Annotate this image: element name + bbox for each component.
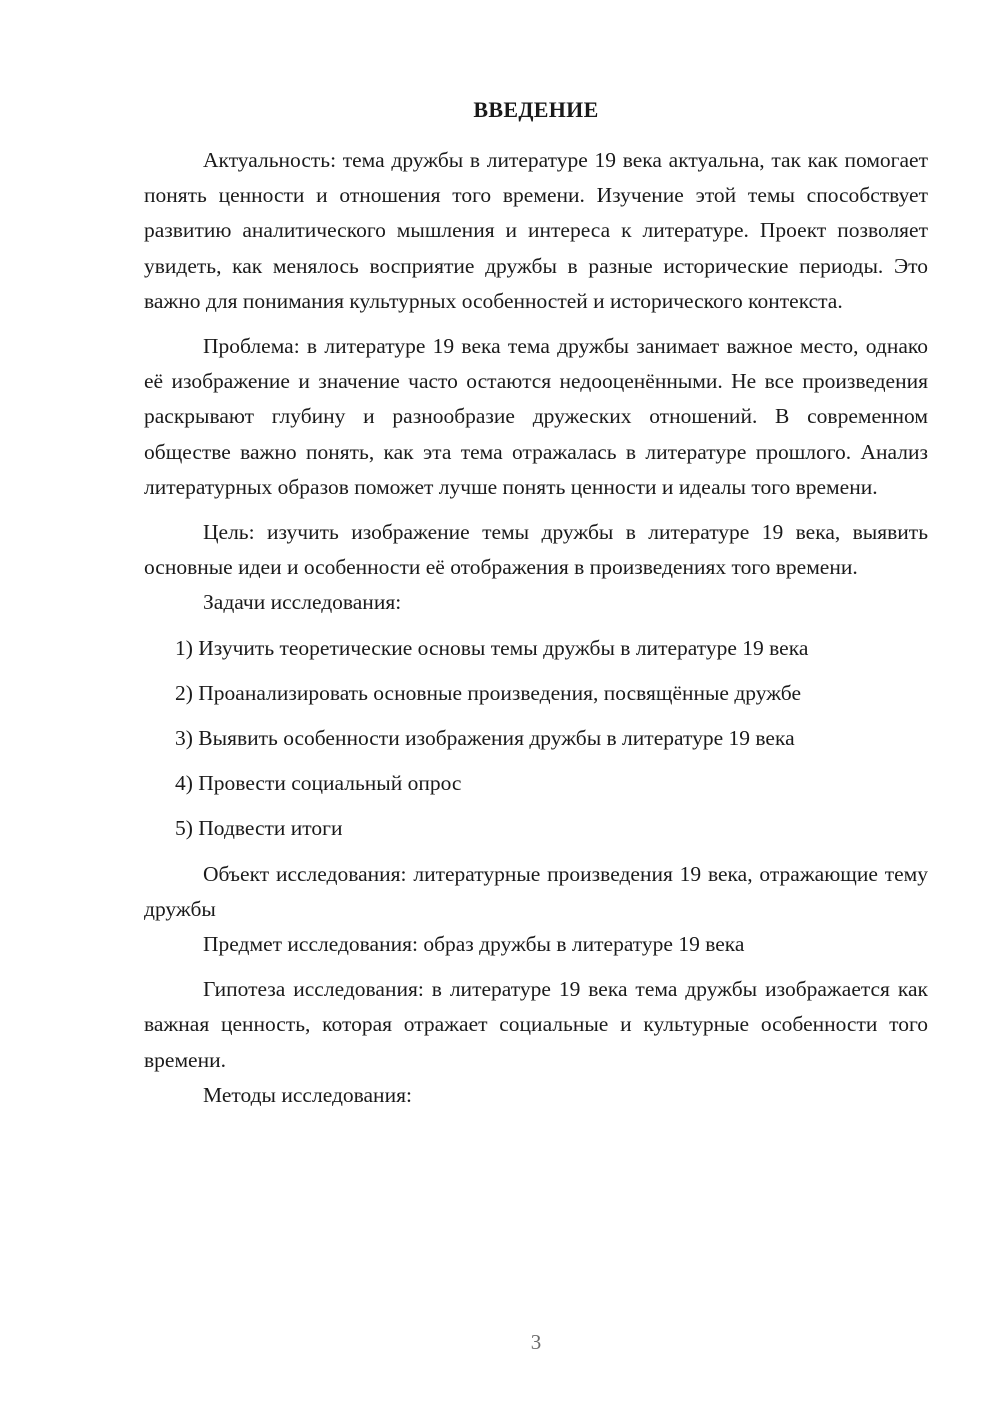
goal-paragraph: Цель: изучить изображение темы дружбы в литературе 19 века, выявить основные идеи и особенности её отображения в произведениях того времени. <box>144 520 928 580</box>
hypothesis-paragraph: Гипотеза исследования: в литературе 19 века тема дружбы изображается как важная ценность, которая отражает социальные и культурные особенности того времени. <box>144 977 928 1072</box>
section-title: ВВЕДЕНИЕ <box>473 97 599 122</box>
task-item: 4) Провести социальный опрос <box>175 771 462 796</box>
object-paragraph: Объект исследования: литературные произведения 19 века, отражающие тему дружбы <box>144 861 928 921</box>
task-item: 3) Выявить особенности изображения дружбы в литературе 19 века <box>175 726 795 751</box>
methods-paragraph: Методы исследования: <box>203 1082 412 1107</box>
tasks-heading: Задачи исследования: <box>203 590 402 615</box>
relevance-paragraph: Актуальность: тема дружбы в литературе 19 века актуальна, так как помогает понять ценности и отношения того времени. Изучение этой темы способствует развитию аналитического мышления и интереса к литературе. Проект позволяет увидеть, как менялось восприятие дружбы в разные исторические периоды. Это важно для понимания культурных особенностей и исторического контекста. <box>144 148 928 313</box>
problem-paragraph: Проблема: в литературе 19 века тема дружбы занимает важное место, однако её изображение и значение часто остаются недооценёнными. Не все произведения раскрывают глубину и разнообразие дружеских отношений. В современном обществе важно понять, как эта тема отражалась в литературе прошлого. Анализ литературных образов поможет лучше понять ценности и идеалы того времени. <box>144 334 928 499</box>
task-item: 2) Проанализировать основные произведения, посвящённые дружбе <box>175 680 801 705</box>
tasks-list <box>144 631 928 847</box>
subject-paragraph: Предмет исследования: образ дружбы в литературе 19 века <box>203 932 745 957</box>
document-page <box>144 94 928 1113</box>
page-number: 3 <box>530 1330 542 1354</box>
task-item: 1) Изучить теоретические основы темы дружбы в литературе 19 века <box>175 635 809 660</box>
task-item: 5) Подвести итоги <box>175 816 343 841</box>
